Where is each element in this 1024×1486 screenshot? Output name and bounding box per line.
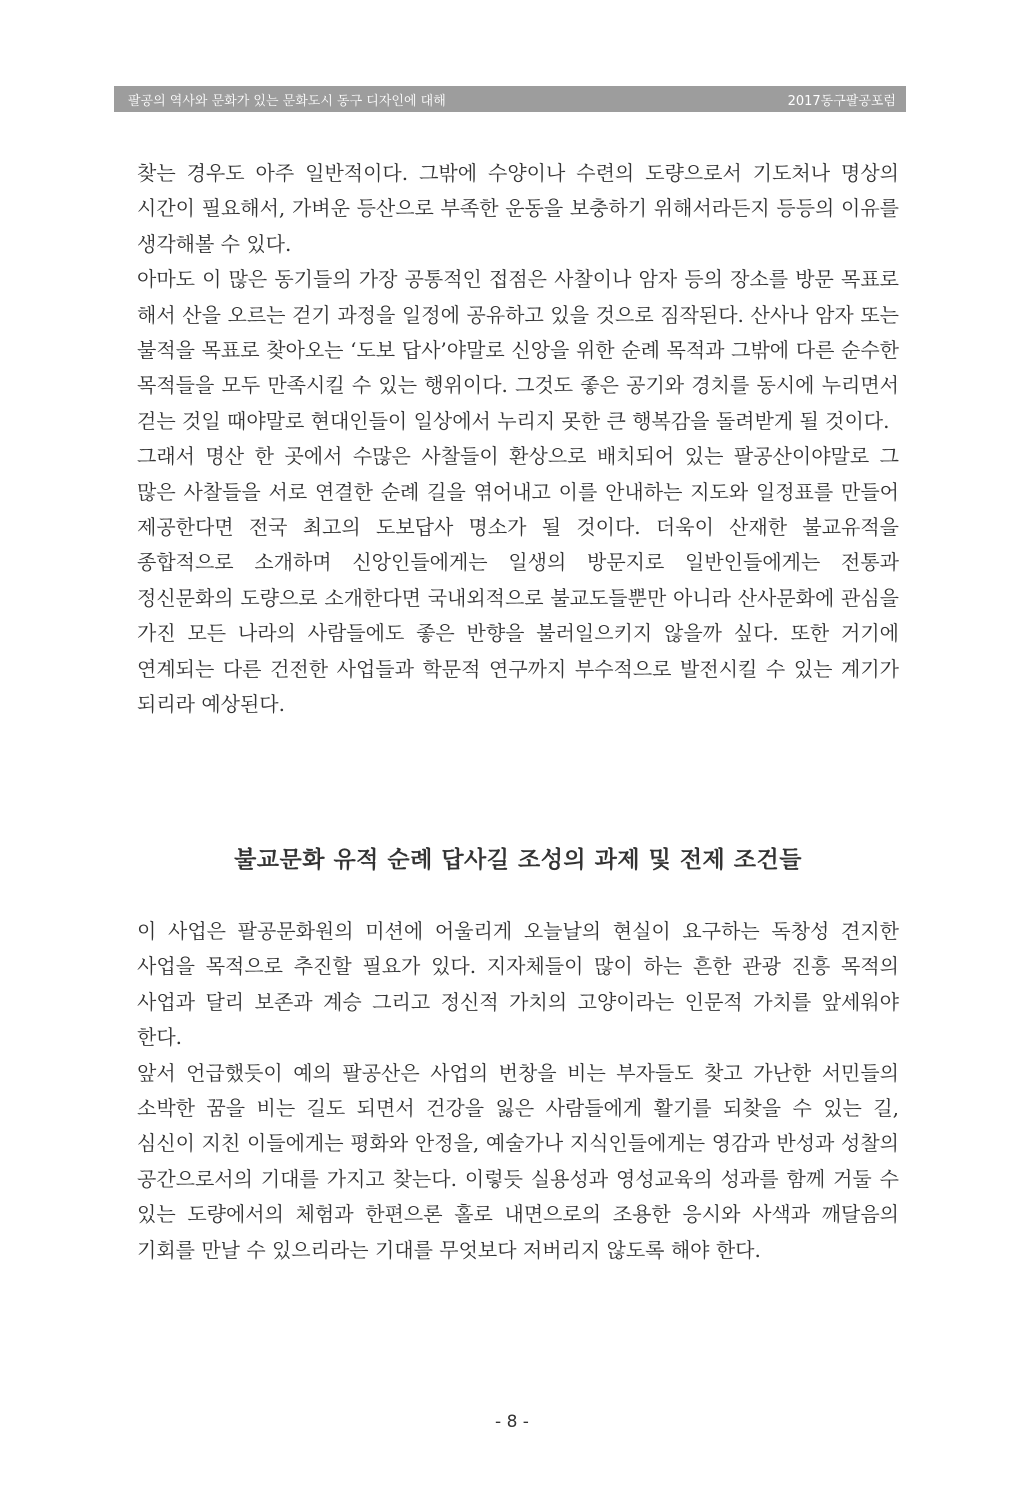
paragraph: 그래서 명산 한 곳에서 수많은 사찰들이 환상으로 배치되어 있는 팔공산이야말로 그 많은 사찰들을 서로 연결한 순례 길을 엮어내고 이를 안내하는 지도와 일정표를 만들어 제공한다면 전국 최고의 도보답사 명소가 될 것이다. 더욱이 산재한 불교유적을 종합적으로 소개하며 신앙인들에게는 일생의 방문지로 일반인들에게는 전통과 정신문화의 도량으로 소개한다면 국내외적으로 불교도들뿐만 아니라 산사문화에 관심을 가진 모든 나라의 사람들에도 좋은 반향을 불러일으키지 않을까 싶다. 또한 거기에 연계되는 다른 건전한 사업들과 학문적 연구까지 부수적으로 발전시킬 수 있는 계기가 되리라 예상된다. [137,444,899,717]
paragraph: 찾는 경우도 아주 일반적이다. 그밖에 수양이나 수련의 도량으로서 기도처나 명상의 시간이 필요해서, 가벼운 등산으로 부족한 운동을 보충하기 위해서라든지 등등의 이유를 생각해볼 수 있다. [137,161,899,256]
paragraph: 앞서 언급했듯이 예의 팔공산은 사업의 번창을 비는 부자들도 찾고 가난한 서민들의 소박한 꿈을 비는 길도 되면서 건강을 잃은 사람들에게 활기를 되찾을 수 있는 길, 심신이 지친 이들에게는 평화와 안정을, 예술가나 지식인들에게는 영감과 반성과 성찰의 공간으로서의 기대를 가지고 찾는다. 이렇듯 실용성과 영성교육의 성과를 함께 거둘 수 있는 도량에서의 체험과 한편으론 홀로 내면으로의 조용한 응시와 사색과 깨달음의 기회를 만날 수 있으리라는 기대를 무엇보다 저버리지 않도록 해야 한다. [137,1060,899,1262]
page-number: - 8 - [495,1412,529,1432]
section-heading: 불교문화 유적 순례 답사길 조성의 과제 및 전제 조건들 [234,846,802,873]
body-text [137,156,899,723]
running-header-forum: 2017동구팔공포럼 [787,93,896,109]
running-header-title: 팔공의 역사와 문화가 있는 문화도시 동구 디자인에 대해 [128,93,446,109]
paragraph: 이 사업은 팔공문화원의 미션에 어울리게 오늘날의 현실이 요구하는 독창성 견지한 사업을 목적으로 추진할 필요가 있다. 지자체들이 많이 하는 흔한 관광 진흥 목적의 사업과 달리 보존과 계승 그리고 정신적 가치의 고양이라는 인문적 가치를 앞세워야 한다. [137,919,899,1050]
paragraph: 아마도 이 많은 동기들의 가장 공통적인 접점은 사찰이나 암자 등의 장소를 방문 목표로 해서 산을 오르는 걷기 과정을 일정에 공유하고 있을 것으로 짐작된다. 산사나 암자 또는 불적을 목표로 찾아오는 ‘도보 답사’야말로 신앙을 위한 순례 목적과 그밖에 다른 순수한 목적들을 모두 만족시킬 수 있는 행위이다. 그것도 좋은 공기와 경치를 동시에 누리면서 걷는 것일 때야말로 현대인들이 일상에서 누리지 못한 큰 행복감을 돌려받게 될 것이다. [137,267,899,433]
running-header [114,86,906,112]
section-body-text [137,914,899,1268]
